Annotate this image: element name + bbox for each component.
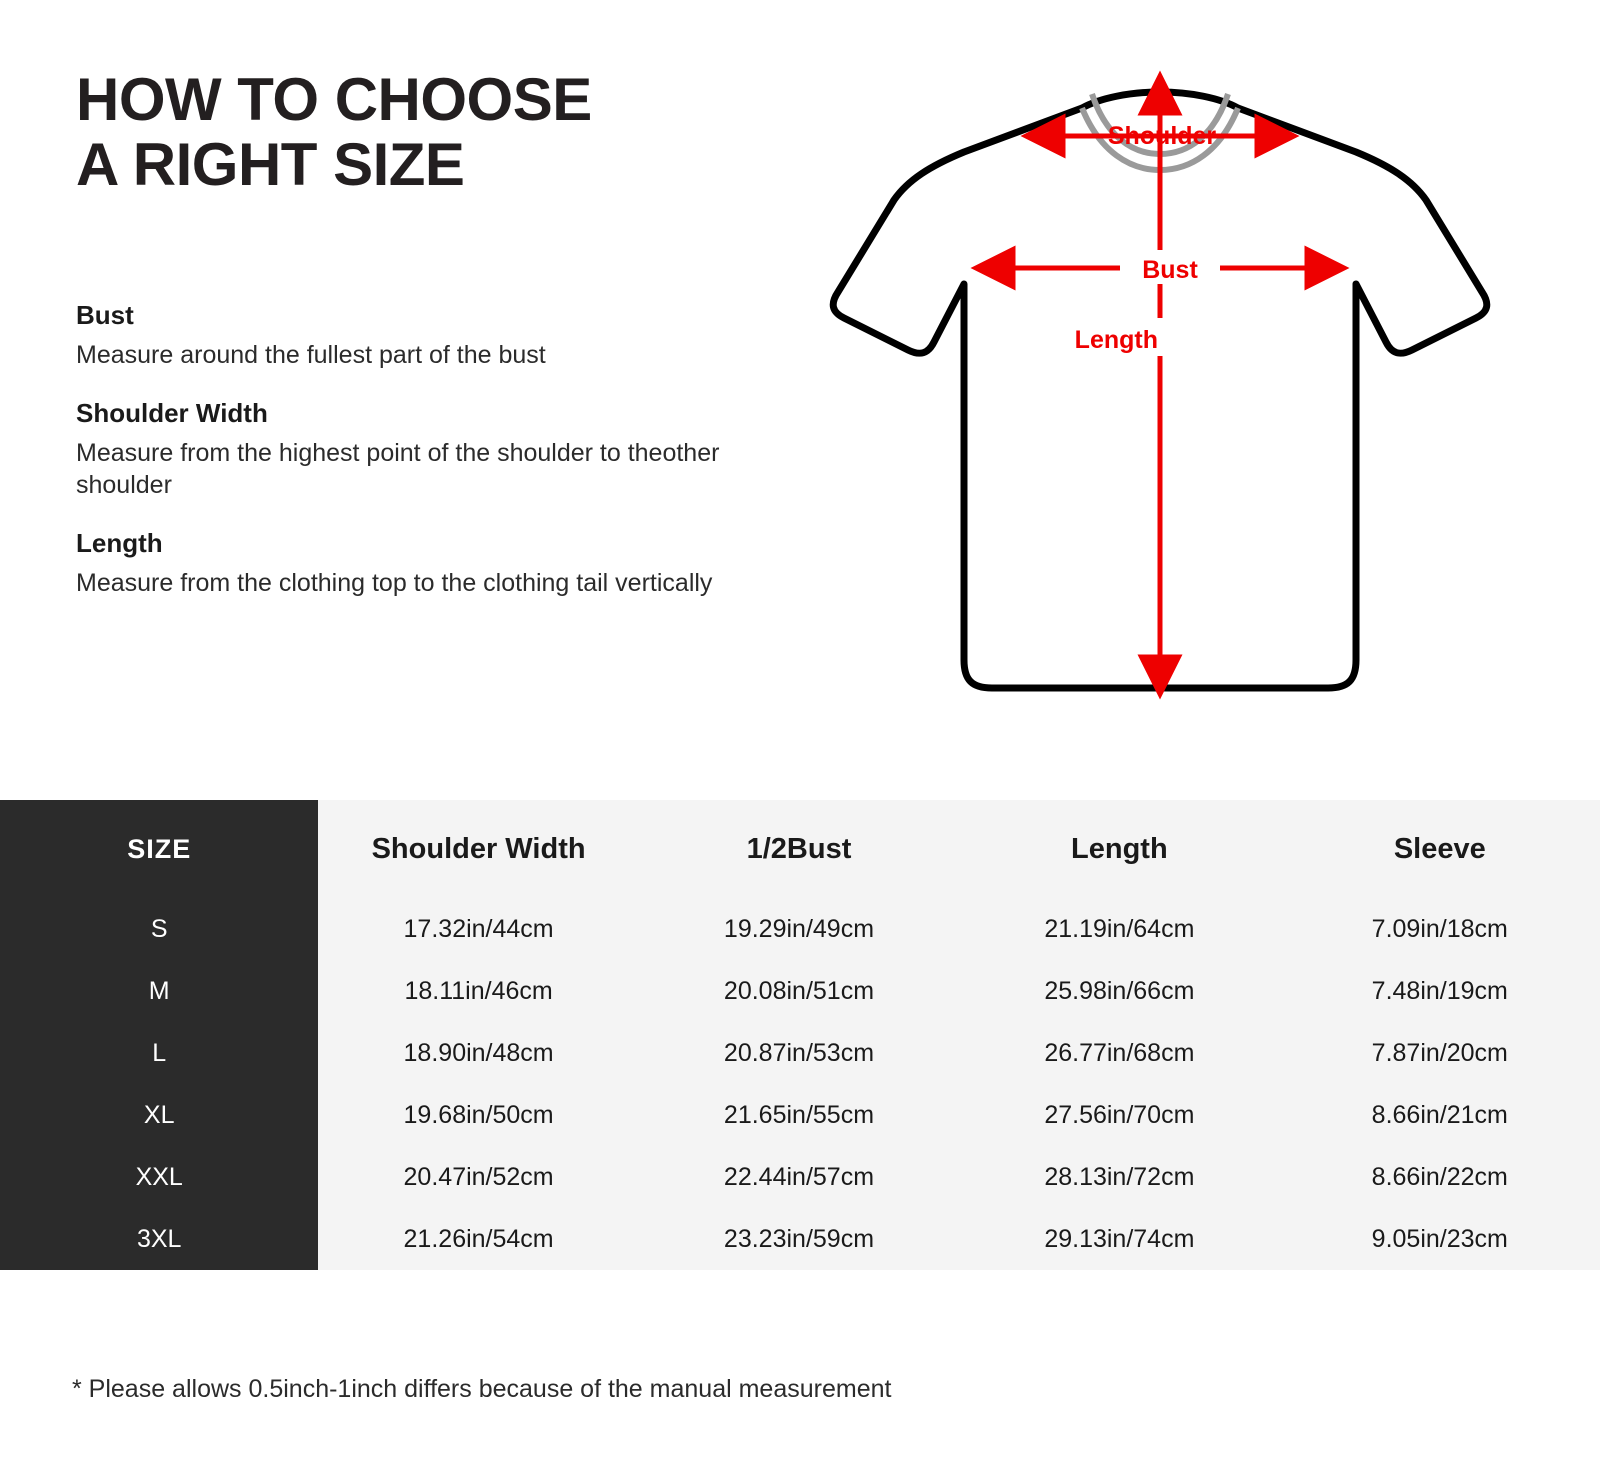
definition-description: Measure from the highest point of the shoulder to theother shoulder bbox=[76, 438, 720, 499]
cell-sleeve: 7.09in/18cm bbox=[1280, 898, 1600, 960]
definition-term: Bust bbox=[76, 300, 134, 330]
table-row bbox=[0, 1208, 1600, 1270]
cell-shoulder-width: 20.47in/52cm bbox=[318, 1146, 638, 1208]
table-row bbox=[0, 1084, 1600, 1146]
page-title-line-1: HOW TO CHOOSE bbox=[76, 66, 592, 133]
cell-half-bust: 20.87in/53cm bbox=[639, 1022, 959, 1084]
definition-term: Shoulder Width bbox=[76, 397, 268, 428]
cell-size: 3XL bbox=[0, 1208, 318, 1270]
table-row bbox=[0, 1022, 1600, 1084]
cell-sleeve: 7.48in/19cm bbox=[1280, 960, 1600, 1022]
column-header-half-bust: 1/2Bust bbox=[639, 800, 959, 898]
bust-label: Bust bbox=[1142, 256, 1198, 284]
cell-sleeve: 8.66in/21cm bbox=[1280, 1084, 1600, 1146]
cell-half-bust: 19.29in/49cm bbox=[639, 898, 959, 960]
definition-length bbox=[76, 528, 756, 600]
definition-description: Measure around the fullest part of the bust bbox=[76, 341, 546, 369]
cell-size: L bbox=[0, 1022, 318, 1084]
cell-length: 26.77in/68cm bbox=[959, 1022, 1279, 1084]
cell-length: 29.13in/74cm bbox=[959, 1208, 1279, 1270]
page-title bbox=[76, 68, 796, 198]
definition-term: Length bbox=[76, 527, 163, 558]
size-table-container bbox=[0, 800, 1600, 1300]
page-title-line-2: A RIGHT SIZE bbox=[76, 130, 465, 198]
definition-shoulder-width bbox=[76, 398, 756, 502]
definition-description: Measure from the clothing top to the clothing tail vertically bbox=[76, 568, 713, 597]
cell-shoulder-width: 19.68in/50cm bbox=[318, 1084, 638, 1146]
cell-sleeve: 8.66in/22cm bbox=[1280, 1146, 1600, 1208]
table-row bbox=[0, 898, 1600, 960]
cell-length: 27.56in/70cm bbox=[959, 1084, 1279, 1146]
table-row bbox=[0, 1146, 1600, 1208]
definition-bust bbox=[76, 300, 756, 372]
table-header-row bbox=[0, 800, 1600, 898]
column-header-sleeve: Sleeve bbox=[1280, 800, 1600, 898]
size-table bbox=[0, 800, 1600, 1270]
table-row bbox=[0, 960, 1600, 1022]
cell-size: S bbox=[0, 898, 318, 960]
column-header-size: SIZE bbox=[0, 800, 318, 898]
cell-length: 25.98in/66cm bbox=[959, 960, 1279, 1022]
measurement-definitions bbox=[76, 300, 756, 625]
column-header-shoulder-width: Shoulder Width bbox=[318, 800, 638, 898]
cell-size: XXL bbox=[0, 1146, 318, 1208]
cell-shoulder-width: 17.32in/44cm bbox=[318, 898, 638, 960]
cell-sleeve: 7.87in/20cm bbox=[1280, 1022, 1600, 1084]
cell-size: XL bbox=[0, 1084, 318, 1146]
measurement-footnote: * Please allows 0.5inch-1inch differs because of the manual measurement bbox=[72, 1375, 892, 1403]
cell-shoulder-width: 21.26in/54cm bbox=[318, 1208, 638, 1270]
cell-sleeve: 9.05in/23cm bbox=[1280, 1208, 1600, 1270]
cell-half-bust: 22.44in/57cm bbox=[639, 1146, 959, 1208]
cell-half-bust: 21.65in/55cm bbox=[639, 1084, 959, 1146]
column-header-length: Length bbox=[959, 800, 1279, 898]
cell-size: M bbox=[0, 960, 318, 1022]
cell-half-bust: 20.08in/51cm bbox=[639, 960, 959, 1022]
cell-shoulder-width: 18.90in/48cm bbox=[318, 1022, 638, 1084]
shoulder-label: Shoulder bbox=[1107, 122, 1217, 150]
cell-shoulder-width: 18.11in/46cm bbox=[318, 960, 638, 1022]
tshirt-diagram bbox=[800, 40, 1520, 740]
cell-half-bust: 23.23in/59cm bbox=[639, 1208, 959, 1270]
cell-length: 21.19in/64cm bbox=[959, 898, 1279, 960]
length-label: Length bbox=[1074, 326, 1158, 354]
cell-length: 28.13in/72cm bbox=[959, 1146, 1279, 1208]
